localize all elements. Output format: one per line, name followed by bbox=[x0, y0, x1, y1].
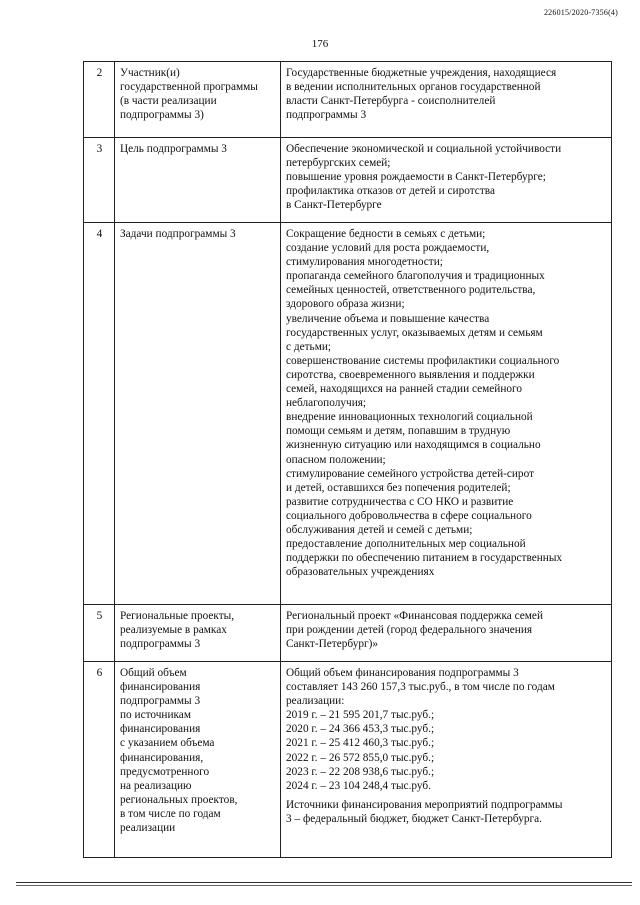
row-number: 6 bbox=[84, 662, 115, 858]
row-value: Сокращение бедности в семьях с детьми; создание условий для роста рождаемости, стимулирования многодетности; пропаганда семейного благополучия и традиционных семейных ценностей, ответственного родительства, здорового образа жизни; увеличение объема и повышение качества государственных услуг, оказываемых детям и семьям с детьми; совершенствование системы профилактики социального сиротства, своевременного выявления и поддержки семей, находящихся на ранней стадии семейного неблагополучия; внедрение инновационных технологий социальной помощи семьям и детям, попавшим в трудную жизненную ситуацию или находящимся в социально опасном положении; стимулирование семейного устройства детей-сирот и детей, оставшихся без попечения родителей; развитие сотрудничества с СО НКО и развитие социального добровольчества в сфере социального обслуживания детей и семей с детьми; предоставление дополнительных мер социальной поддержки по обеспечению питанием в государственных образовательных учреждениях bbox=[281, 223, 612, 605]
row-label: Общий объем финансирования подпрограммы 3 по источникам финансирования с указанием объема финансирования, предусмотренного на реализацию региональных проектов, в том числе по годам реализации bbox=[115, 662, 281, 858]
row-label: Региональные проекты, реализуемые в рамках подпрограммы 3 bbox=[115, 605, 281, 662]
document-id: 226015/2020-7356(4) bbox=[543, 8, 618, 17]
row-number: 4 bbox=[84, 223, 115, 605]
table-row bbox=[84, 62, 612, 138]
footer-rule-secondary bbox=[16, 885, 632, 886]
footer-rule bbox=[16, 882, 632, 883]
row-value: Общий объем финансирования подпрограммы 3 составляет 143 260 157,3 тыс.руб., в том числе по годам реализации: 2019 г. – 21 595 201,7 тыс.руб.; 2020 г. – 24 366 453,3 тыс.руб.; 2021 г. – 25 412 460,3 тыс.руб.; 2022 г. – 26 572 855,0 тыс.руб.; 2023 г. – 22 208 938,6 тыс.руб.; 2024 г. – 23 104 248,4 тыс.руб. Источники финансирования мероприятий подпрограммы 3 – федеральный бюджет, бюджет Санкт-Петербурга. bbox=[281, 662, 612, 858]
row-value: Государственные бюджетные учреждения, находящиеся в ведении исполнительных органов государственной власти Санкт-Петербурга - соисполнителей подпрограммы 3 bbox=[281, 62, 612, 138]
table-row bbox=[84, 223, 612, 605]
row-label: Участник(и) государственной программы (в части реализации подпрограммы 3) bbox=[115, 62, 281, 138]
row-label: Задачи подпрограммы 3 bbox=[115, 223, 281, 605]
row-value: Региональный проект «Финансовая поддержка семей при рождении детей (город федерального значения Санкт-Петербург)» bbox=[281, 605, 612, 662]
table-row bbox=[84, 605, 612, 662]
table-row bbox=[84, 662, 612, 858]
subprogram-passport-table bbox=[83, 61, 612, 858]
table-row bbox=[84, 138, 612, 223]
row-number: 3 bbox=[84, 138, 115, 223]
page-number: 176 bbox=[311, 38, 329, 50]
row-number: 2 bbox=[84, 62, 115, 138]
row-number: 5 bbox=[84, 605, 115, 662]
row-value: Обеспечение экономической и социальной устойчивости петербургских семей; повышение уровня рождаемости в Санкт-Петербурге; профилактика отказов от детей и сиротства в Санкт-Петербурге bbox=[281, 138, 612, 223]
row-label: Цель подпрограммы 3 bbox=[115, 138, 281, 223]
